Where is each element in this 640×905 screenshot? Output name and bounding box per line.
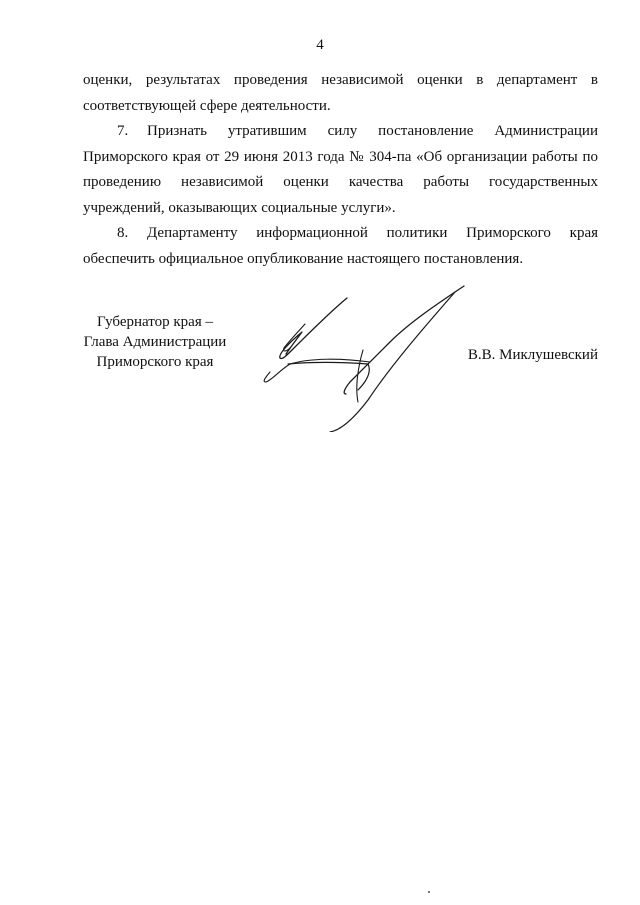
paragraph-text: оценки, результатах проведения независимой оценки в департамент в соответствующей сфере деятельности.	[83, 72, 598, 114]
signature-stroke	[330, 292, 455, 432]
handwritten-signature	[250, 282, 480, 432]
paragraph-item-8	[83, 221, 598, 272]
position-line: Глава Администрации	[83, 334, 227, 350]
paragraph-continuation	[83, 68, 598, 119]
page-number: 4	[316, 37, 324, 53]
paragraph-text: Признать утратившим силу постановление Администрации Приморского края от 29 июня 2013 года № 304-па «Об организации работы по проведению независимой оценки качества работы государственных учреждений, оказывающих социальные услуги».	[83, 123, 598, 216]
signatory-name: В.В. Миклушевский	[467, 347, 598, 363]
paragraph-item-7	[83, 119, 598, 221]
item-number: 8.	[117, 225, 129, 241]
signature-stroke	[357, 350, 363, 402]
scan-speck	[428, 891, 430, 893]
item-number: 7.	[117, 123, 129, 139]
signature-stroke	[280, 298, 347, 359]
signatory-position	[80, 312, 230, 372]
position-line: Губернатор края –	[97, 314, 213, 330]
position-line: Приморского края	[96, 354, 214, 370]
document-body	[83, 68, 598, 272]
paragraph-text: Департаменту информационной политики Приморского края обеспечить официальное опубликование настоящего постановления.	[83, 225, 598, 267]
